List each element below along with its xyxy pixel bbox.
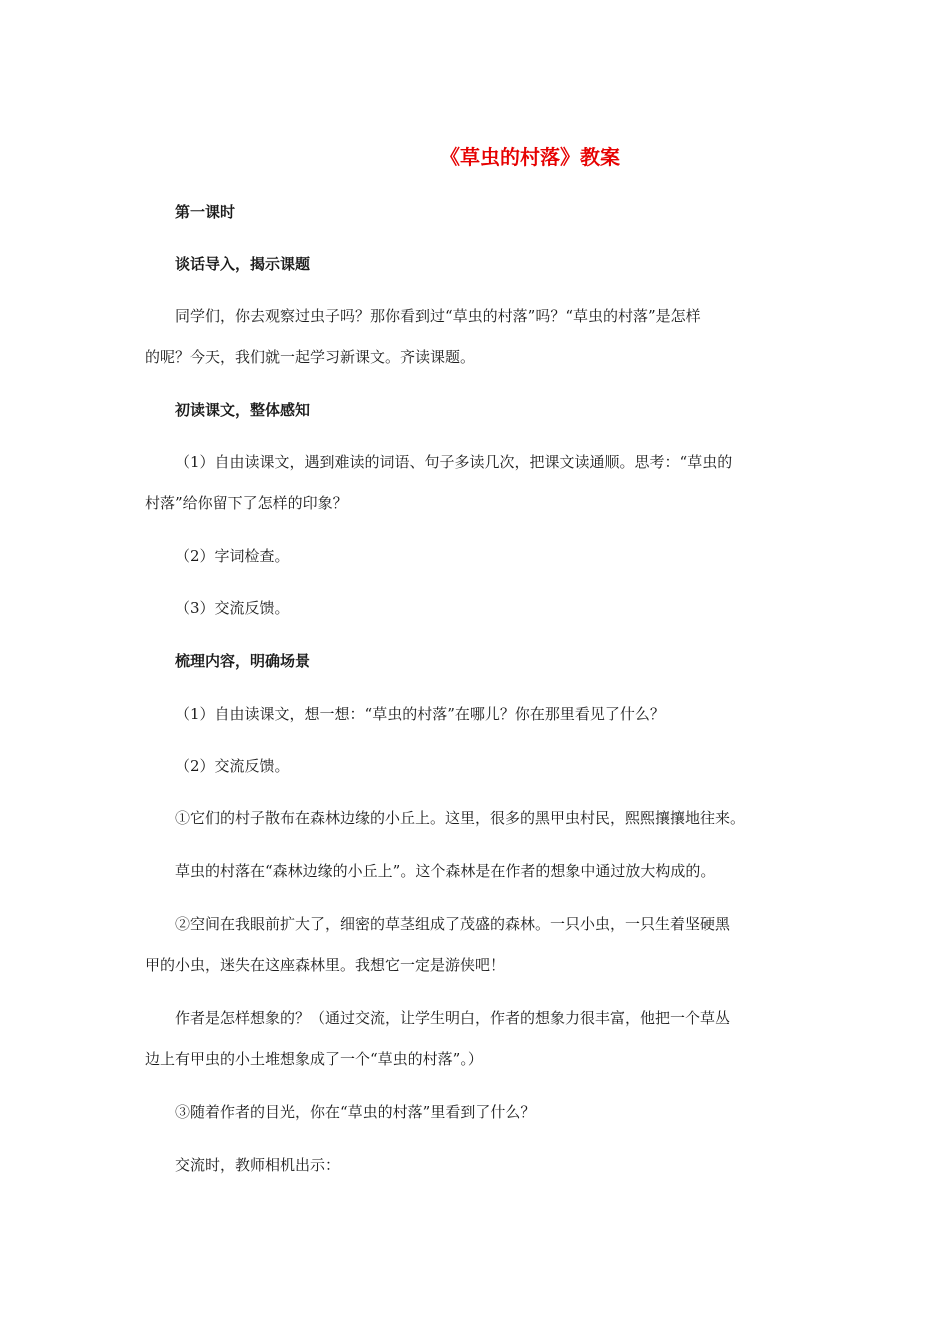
heading-lesson-one: 第一课时 (175, 203, 236, 221)
paragraph-line: 作者是怎样想象的？（通过交流，让学生明白，作者的想象力很丰富，他把一个草丛 (175, 1009, 731, 1027)
paragraph-line: （1）自由读课文，遇到难读的词语、句子多读几次，把课文读通顺。思考：“草虫的 (175, 453, 733, 471)
paragraph-line: 同学们，你去观察过虫子吗？那你看到过“草虫的村落”吗？“草虫的村落”是怎样 (175, 307, 701, 325)
paragraph-line: 的呢？今天，我们就一起学习新课文。齐读课题。 (145, 348, 476, 366)
paragraph-line: ①它们的村子散布在森林边缘的小丘上。这里，很多的黑甲虫村民，熙熙攘攘地往来。 (175, 809, 746, 827)
paragraph-line: （2）交流反馈。 (175, 757, 290, 775)
paragraph-line: ②空间在我眼前扩大了，细密的草茎组成了茂盛的森林。一只小虫，一只生着坚硬黑 (175, 915, 731, 933)
document-title: 《草虫的村落》教案 (440, 145, 620, 169)
paragraph-line: 边上有甲虫的小土堆想象成了一个“草虫的村落”。） (145, 1050, 483, 1068)
paragraph-line: （1）自由读课文，想一想：“草虫的村落”在哪儿？你在那里看见了什么？ (175, 705, 665, 723)
paragraph-line: 交流时，教师相机出示： (175, 1156, 341, 1174)
paragraph-line: 村落”给你留下了怎样的印象？ (145, 494, 348, 512)
paragraph-line: 甲的小虫，迷失在这座森林里。我想它一定是游侠吧！ (145, 956, 506, 974)
paragraph-line: （2）字词检查。 (175, 547, 290, 565)
paragraph-line: ③随着作者的目光，你在“草虫的村落”里看到了什么？ (175, 1103, 536, 1121)
paragraph-line: （3）交流反馈。 (175, 599, 290, 617)
paragraph-line: 草虫的村落在“森林边缘的小丘上”。这个森林是在作者的想象中通过放大构成的。 (175, 862, 716, 880)
heading-first-reading: 初读课文，整体感知 (175, 401, 311, 419)
heading-sort-content: 梳理内容，明确场景 (175, 652, 311, 670)
heading-intro: 谈话导入，揭示课题 (175, 255, 311, 273)
